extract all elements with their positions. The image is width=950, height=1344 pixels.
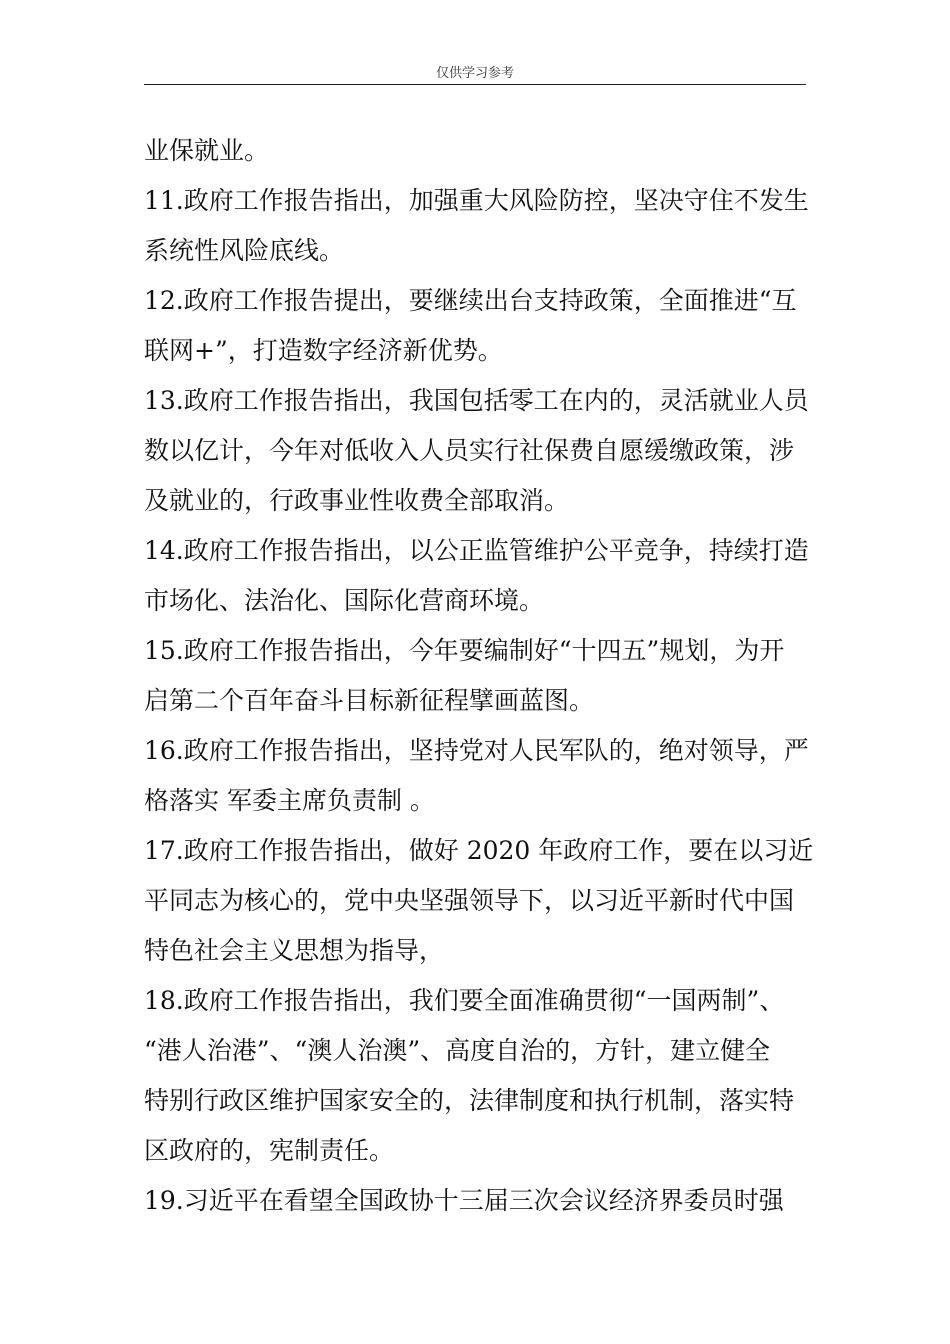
text-line: 启第二个百年奋斗目标新征程擘画蓝图。	[144, 686, 595, 715]
header-text: 仅供学习参考	[435, 66, 514, 81]
text-line: 联网+”，打造数字经济新优势。	[144, 336, 503, 365]
text-line: 12.政府工作报告提出，要继续出台支持政策，全面推进“互	[144, 286, 797, 315]
document-body	[144, 126, 814, 1226]
text-line: 市场化、法治化、国际化营商环境。	[144, 586, 545, 615]
text-line: 特别行政区维护国家安全的，法律制度和执行机制，落实特	[144, 1086, 795, 1115]
text-line: 14.政府工作报告指出，以公正监管维护公平竞争，持续打造	[144, 536, 809, 565]
text-line: 13.政府工作报告指出，我国包括零工在内的，灵活就业人员	[144, 386, 809, 415]
text-line: 11.政府工作报告指出，加强重大风险防控，坚决守住不发生	[144, 186, 809, 215]
text-line: “港人治港”、“澳人治澳”、高度自治的，方针，建立健全	[144, 1036, 771, 1065]
text-line: 特色社会主义思想为指导，	[144, 936, 445, 965]
text-line: 15.政府工作报告指出，今年要编制好“十四五”规划，为开	[144, 636, 785, 665]
text-line: 数以亿计，今年对低收入人员实行社保费自愿缓缴政策，涉	[144, 436, 795, 465]
text-line: 18.政府工作报告指出，我们要全面准确贯彻“一国两制”、	[144, 986, 785, 1015]
text-line: 19.习近平在看望全国政协十三届三次会议经济界委员时强	[144, 1186, 784, 1215]
text-line: 业保就业。	[144, 136, 270, 165]
text-line: 17.政府工作报告指出，做好 2020 年政府工作，要在以习近	[144, 836, 814, 865]
text-line: 系统性风险底线。	[144, 236, 345, 265]
text-line: 格落实 军委主席负责制 。	[144, 786, 435, 815]
page-header	[144, 62, 806, 85]
text-line: 16.政府工作报告指出，坚持党对人民军队的，绝对领导，严	[144, 736, 809, 765]
text-line: 平同志为核心的，党中央坚强领导下，以习近平新时代中国	[144, 886, 795, 915]
text-line: 区政府的，宪制责任。	[144, 1136, 395, 1165]
text-line: 及就业的，行政事业性收费全部取消。	[144, 486, 570, 515]
